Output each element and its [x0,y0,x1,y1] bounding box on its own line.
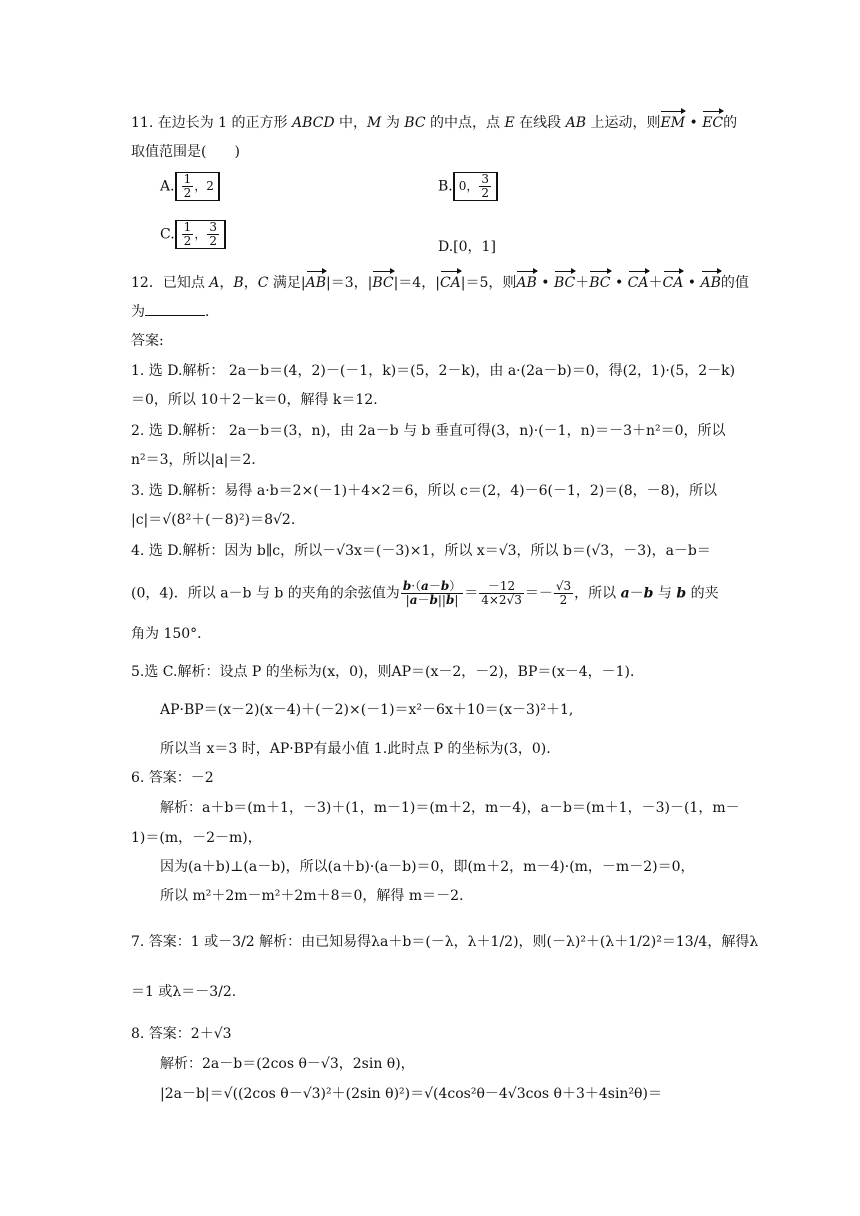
q11-line2: 取值范围是( ) [131,144,240,160]
q11-option-b: B. 0， $\frac{3}{2}$ [438,172,498,201]
answer-7-line2: ＝1 或λ＝－3/2. [131,984,237,1000]
answer-3-line2: |c|＝√(8²＋(－8)²)＝8√2. [131,512,296,528]
answer-5-line1: 5.选 C.解析：设点 P 的坐标为(x，0)，则AP＝(x－2，－2)，BP＝(x－4，－1)． [131,664,645,680]
answer-6-line1: 6. 答案：－2 [131,770,214,786]
answer-7-line1: 7. 答案：1 或－3/2 解析：由已知易得λa＋b＝(－λ，λ＋1/2)，则(－λ)²＋(λ＋1/2)²＝13/4，解得λ [131,934,759,950]
q11-option-a: A. $\frac{1}{2}$ ，2 [160,172,220,201]
answer-3-line1: 3. 选 D.解析：易得 a·b＝2×(－1)＋4×2＝6，所以 c＝(2，4)－6(－1，2)＝(8，－8)，所以 [131,483,717,499]
answer-5-line2: AP·BP＝(x－2)(x－4)＋(－2)×(－1)＝x²－6x＋10＝(x－3)²＋1, [160,702,574,718]
answer-5-line3: 所以当 x＝3 时，AP·BP有最小值 1.此时点 P 的坐标为(3，0). [160,741,551,757]
answer-8-line3: |2a－b|＝√((2cos θ－√3)²＋(2sin θ)²)＝√(4cos²θ－4√3cos θ＋3＋4sin²θ)＝ [160,1086,662,1102]
answer-6-line3: 1)＝(m，－2－m)， [131,830,262,846]
answer-1-line2: ＝0，所以 10＋2－k＝0，解得 k＝12. [131,392,378,408]
answer-8-line1: 8. 答案：2＋√3 [131,1026,232,1042]
q12-line2: 为 . [131,304,210,320]
answer-2-line2: n²＝3，所以|a|＝2. [131,452,256,468]
q11-option-c: C. $\frac{1}{2}$ ， $\frac{3}{2}$ [160,220,226,249]
answer-2-line1: 2. 选 D.解析： 2a－b＝(3，n)，由 2a－b 与 b 垂直可得(3，n)·(－1，n)＝－3＋n²＝0，所以 [131,423,726,439]
q11-line1: 11. 在边长为 1 的正方形 ABCD 中，M 为 BC 的中点，点 E 在线段 AB 上运动，则EM • EC的 [131,115,738,131]
q12-line1: 12．已知点 A，B，C 满足|AB|＝3，|BC|＝4，|CA|＝5，则AB • BC＋BC • CA＋CA • AB的值 [131,275,749,291]
answer-1-line1: 1. 选 D.解析： 2a－b＝(4，2)－(－1，k)＝(5，2－k)，由 a·(2a－b)＝0，得(2，1)·(5，2－k) [131,363,736,379]
answer-6-line2: 解析：a＋b＝(m＋1，－3)＋(1，m－1)＝(m＋2，m－4)，a－b＝(m＋1，－3)－(1，m－ [160,800,740,816]
answer-6-line5: 所以 m²＋2m－m²＋2m＋8＝0，解得 m＝－2. [160,888,464,904]
answer-4-line1: 4. 选 D.解析：因为 b∥c，所以－√3x＝(－3)×1，所以 x＝√3，所以 b＝(√3，－3)，a－b＝ [131,543,711,559]
answers-title: 答案: [131,333,164,349]
answer-6-line4: 因为(a＋b)⊥(a－b)，所以(a＋b)·(a－b)＝0，即(m＋2，m－4)·(m，－m－2)＝0， [160,859,695,875]
answer-4-line2: (0，4)．所以 a－b 与 b 的夹角的余弦值为 $\frac{b\cdot(a-b)}{|a-b||b|}$ ＝ $\frac{-12}{4\times 2√3}$ ＝－ $\frac{√3}{2}$ ，所以 a－b 与 b 的夹 [131,579,719,607]
answer-4-line3: 角为 150°． [131,626,212,642]
cosine-fraction: $\frac{b\cdot(a-b)}{|a-b||b|}$ [402,579,462,607]
answer-8-line2: 解析：2a－b＝(2cos θ－√3，2sin θ)， [160,1056,415,1072]
q11-option-d: D.[0，1] [438,239,496,255]
